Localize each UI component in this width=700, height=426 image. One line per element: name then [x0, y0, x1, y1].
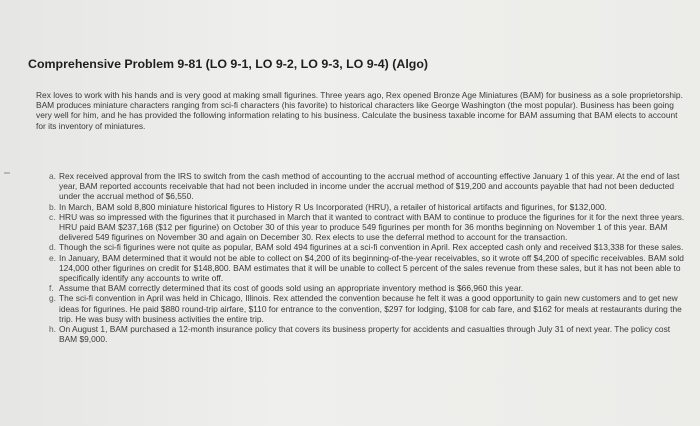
item-text: HRU was so impressed with the figurines that it purchased in March that it wanted to contract with BAM to continue to produce the figurines for it for the next three years. HRU paid BAM $237,168 ($12 per figurine) on October 30 of this year to produce 549 figurines per month for 36 months beginning on November 1 of this year. BAM delivered 549 figurines on November 30 and again on December 30. Rex elects to use the deferral method to account for the transaction.	[59, 211, 685, 243]
item-text: Though the sci-fi figurines were not quite as popular, BAM sold 494 figurines at a sci-fi convention in April. Rex accepted cash only and received $13,338 for these sales.	[59, 242, 684, 253]
item-letter: h.	[49, 324, 56, 335]
list-item	[49, 324, 689, 344]
margin-mark	[4, 172, 10, 174]
problem-title: Comprehensive Problem 9-81 (LO 9-1, LO 9-2, LO 9-3, LO 9-4) (Algo)	[28, 57, 429, 71]
list-item	[49, 283, 689, 293]
item-text: The sci-fi convention in April was held in Chicago, Illinois. Rex attended the convention because he felt it was a good opportunity to gain new customers and to get new ideas for figurines. He paid $880 round-trip airfare, $110 for entrance to the convention, $297 for lodging, $108 for cab fare, and $162 for meals at restaurants during the trip. He was busy with business activities the entire trip.	[59, 293, 682, 324]
list-item	[49, 242, 689, 252]
item-letter: a.	[49, 171, 56, 181]
item-letter: f.	[49, 283, 54, 294]
problem-intro: Rex loves to work with his hands and is very good at making small figurines. Three years ago, Rex opened Bronze Age Miniatures (BAM) for business as a sole proprietorship. BAM produces miniature characters ranging from sci-fi characters (his favorite) to historical characters like George Washington (the most popular). Business has been going very well for him, and he has provided the following information relating to his business. Calculate the business taxable income for BAM assuming that BAM elects to account for its inventory of miniatures.	[36, 90, 683, 131]
item-letter: b.	[49, 201, 56, 212]
problem-items-list	[49, 171, 689, 344]
item-text: On August 1, BAM purchased a 12-month insurance policy that covers its business property for accidents and casualties through July 31 of next year. The policy cost BAM $9,000.	[59, 324, 671, 345]
item-letter: e.	[49, 252, 56, 263]
item-text: Rex received approval from the IRS to switch from the cash method of accounting to the accrual method of accounting effective January 1 of this year. At the end of last year, BAM reported accounts receivable that had not been included in income under the accrual method of $19,200 and accounts payable that had not been deducted under the accrual method of $6,550.	[59, 171, 680, 202]
list-item	[49, 202, 689, 212]
list-item	[49, 212, 689, 243]
list-item	[49, 171, 689, 202]
item-letter: d.	[49, 242, 56, 253]
item-text: In March, BAM sold 8,800 miniature historical figures to History R Us Incorporated (HRU), a retailer of historical artifacts and figurines, for $132,000.	[59, 201, 607, 212]
item-letter: g.	[49, 293, 56, 304]
list-item	[49, 253, 689, 284]
item-text: Assume that BAM correctly determined that its cost of goods sold using an appropriate inventory method is $66,960 this year.	[59, 283, 524, 294]
item-letter: c.	[49, 211, 56, 222]
list-item	[49, 293, 689, 324]
item-text: In January, BAM determined that it would not be able to collect on $4,200 of its beginning-of-the-year receivables, so it wrote off $4,200 of specific receivables. BAM sold 124,000 other figurines on credit for $148,800. BAM estimates that it will be unable to collect 5 percent of the sales revenue from these sales, but it has not been able to specifically identify any accounts to write off.	[59, 252, 684, 284]
